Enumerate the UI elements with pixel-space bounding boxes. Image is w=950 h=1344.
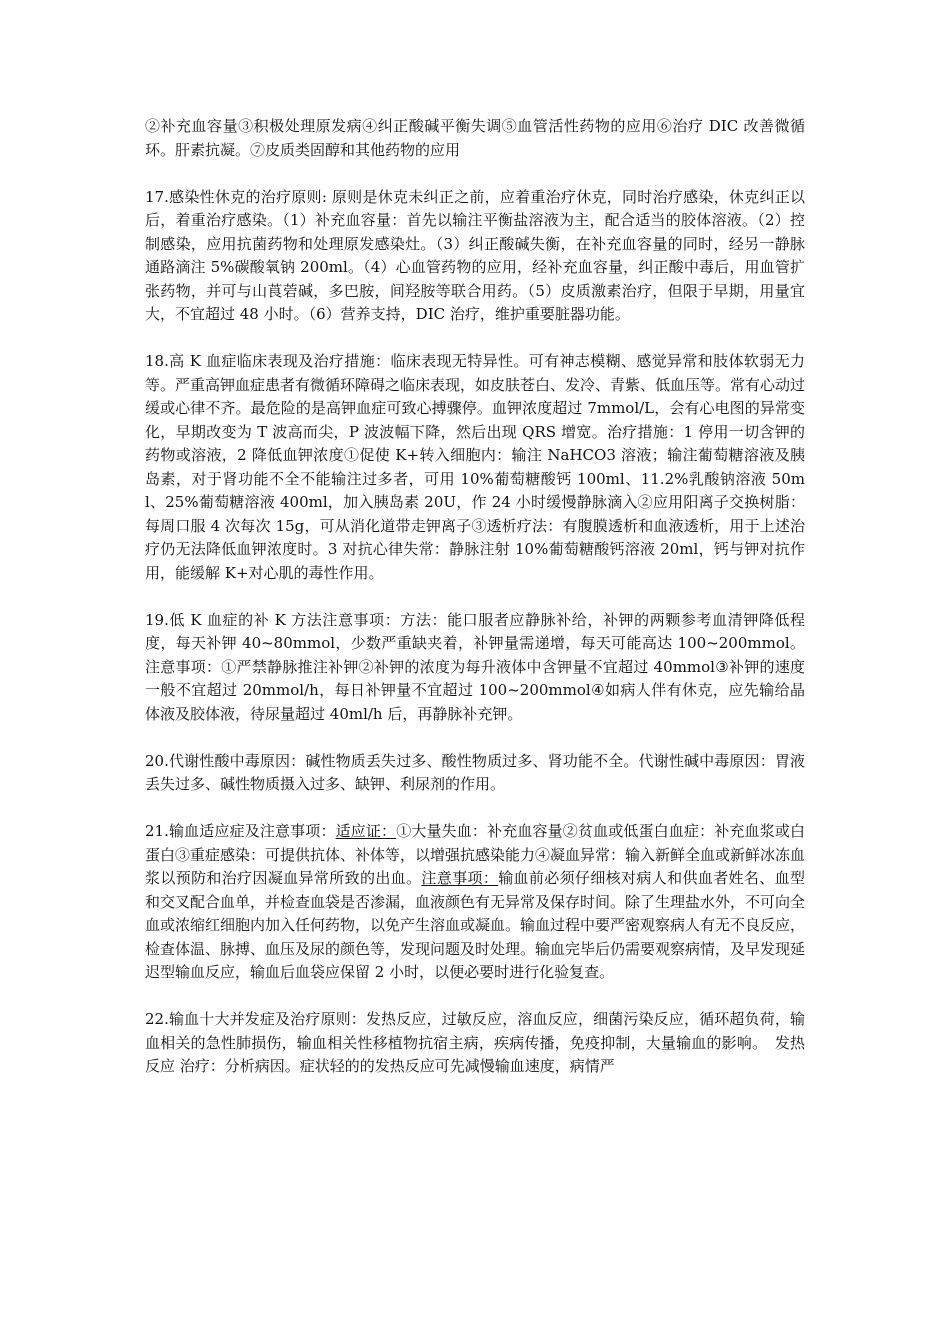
paragraph-22-transfusion-complications — [145, 1008, 805, 1079]
text-segment: 输血前必须仔细核对病人和供血者姓名、血型和交叉配合血单，并检查血袋是否渗漏，血液颜色有无异常及保存时间。除了生理盐水外，不可向全血或浓缩红细胞内加入任何药物，以免产生溶血或凝血。输血过程中要严密观察病人有无不良反应，检查体温、脉搏、血压及尿的颜色等，发现问题及时处理。输血完毕后仍需要观察病情，及早发现延迟型输血反应，输血后血袋应保留 2 小时，以便必要时进行化验复查。 — [145, 869, 806, 981]
text-segment: 19.低 K 血症的补 K 方法注意事项：方法：能口服者应静脉补给，补钾的两颗参考血清钾降低程度，每天补钾 40~80mmol，少数严重缺夹着，补钾量需递增，每天可能高达 100~200mmol。注意事项：①严禁静脉推注补钾②补钾的浓度为每升液体中含钾量不宜超过 40mmol③补钾的速度一般不宜超过 20mmol/h，每日补钾量不宜超过 100~200mmol④如病人伴有休克，应先输给晶体液及胶体液，待尿量超过 40ml/h 后，再静脉补充钾。 — [145, 610, 805, 723]
text-segment: 17.感染性休克的治疗原则: 原则是休克未纠正之前，应着重治疗休克，同时治疗感染，休克纠正以后，着重治疗感染。（1）补充血容量：首先以输注平衡盐溶液为主，配合适当的胶体溶液。（2）控制感染，应用抗菌药物和处理原发感染灶。（3）纠正酸碱失衡，在补充血容量的同时，经另一静脉通路滴注 5%碳酸氧钠 200ml。（4）心血管药物的应用，经补充血容量，纠正酸中毒后，用血管扩张药物，并可与山莨菪碱，多巴胺，间羟胺等联合用药。（5）皮质激素治疗，但限于早期，用量宜大，不宜超过 48 小时。（6）营养支持，DIC 治疗，维护重要脏器功能。 — [145, 187, 805, 323]
text-segment: 18.高 K 血症临床表现及治疗措施：临床表现无特异性。可有神志模糊、感觉异常和肢体软弱无力等。严重高钾血症患者有微循环障碍之临床表现，如皮肤苍白、发冷、青紫、低血压等。常有心动过缓或心律不齐。最危险的是高钾血症可致心搏骤停。血钾浓度超过 7mmol/L，会有心电图的异常变化，早期改变为 T 波高而尖，P 波波幅下降，然后出现 QRS 增宽。治疗措施：1 停用一切含钾的药物或溶液，2 降低血钾浓度①促使 K+转入细胞内：输注 NaHCO3 溶液；输注葡萄糖溶液及胰岛素，对于肾功能不全不能输注过多者，可用 10%葡萄糖酸钙 100ml、11.2%乳酸钠溶液 50ml、25%葡萄糖溶液 400ml，加入胰岛素 20U，作 24 小时缓慢静脉滴入②应用阳离子交换树脂：每周口服 4 次每次 15g，可从消化道带走钾离子③透析疗法：有腹膜透析和血液透析，用于上述治疗仍无法降低血钾浓度时。3 对抗心律失常：静脉注射 10%葡萄糖酸钙溶液 20ml，钙与钾对抗作用，能缓解 K+对心肌的毒性作用。 — [145, 352, 806, 582]
text-segment: 20.代谢性酸中毒原因：碱性物质丢失过多、酸性物质过多、肾功能不全。代谢性碱中毒原因：胃液丢失过多、碱性物质摄入过多、缺钾、利尿剂的作用。 — [145, 751, 805, 793]
paragraph-21-transfusion-indications — [145, 820, 805, 985]
paragraph-17-septic-shock — [145, 186, 805, 327]
text-segment: 21.输血适应症及注意事项： — [145, 822, 336, 840]
text-segment: 22.输血十大并发症及治疗原则：发热反应，过敏反应，溶血反应，细菌污染反应，循环超负荷，输血相关的急性肺损伤，输血相关性移植物抗宿主病，疾病传播，免疫抑制，大量输血的影响。 发热反应 治疗：分析病因。症状轻的的发热反应可先减慢输血速度，病情严 — [145, 1010, 805, 1075]
text-segment: ②补充血容量③积极处理原发病④纠正酸碱平衡失调⑤血管活性药物的应用⑥治疗 DIC 改善微循环。肝素抗凝。⑦皮质类固醇和其他药物的应用 — [145, 117, 805, 159]
paragraph-19-hypokalemia — [145, 609, 805, 727]
paragraph-20-acidosis-alkalosis — [145, 750, 805, 797]
text-segment: ①大量失血：补充血容量②贫血或低蛋白血症：补充血浆或白蛋白③重症感染：可提供抗体、补体等，以增强抗感染能力④凝血异常：输入新鲜全血或新鲜冰冻血浆以预防和治疗因凝血异常所致的出血。 — [145, 822, 806, 887]
underlined-heading-precautions: 注意事项： — [421, 869, 499, 887]
underlined-heading-indications: 适应证： — [335, 822, 397, 840]
paragraph-16-continued — [145, 115, 805, 162]
paragraph-18-hyperkalemia — [145, 350, 805, 585]
